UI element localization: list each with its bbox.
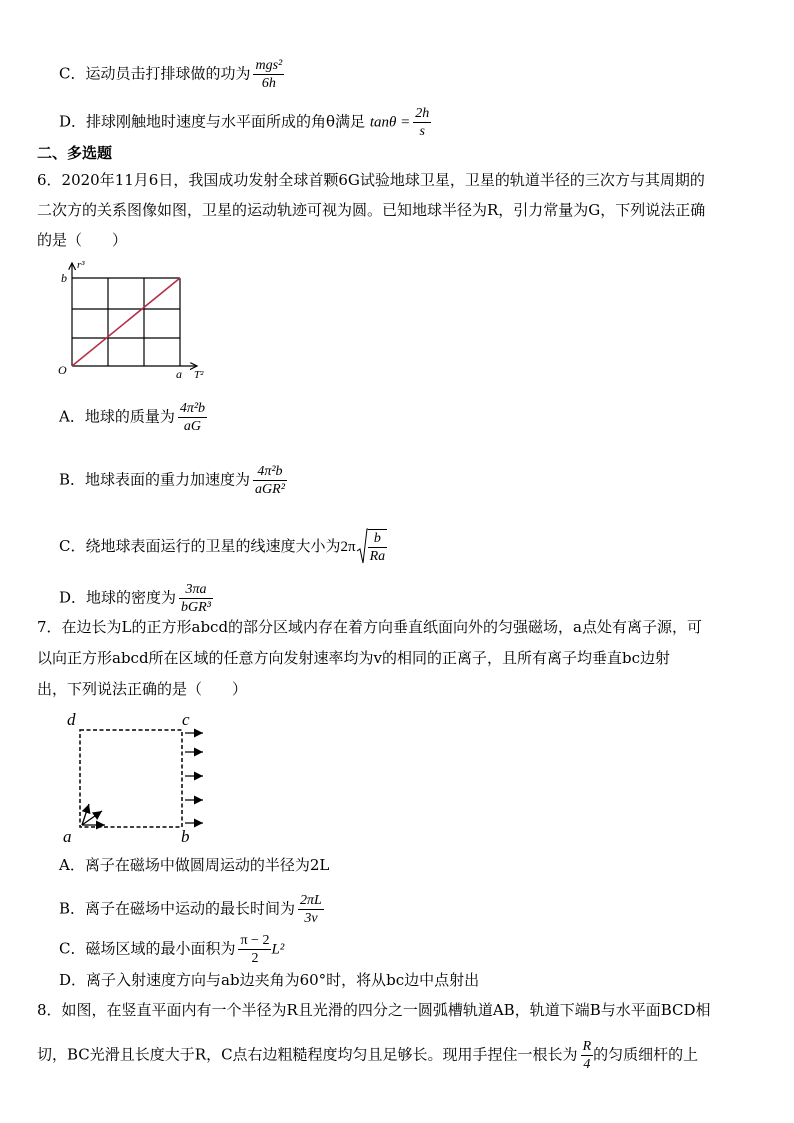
q6-option-c: C．绕地球表面运行的卫星的线速度大小为2π $\frac{b}{Ra}$ bbox=[59, 527, 387, 567]
q5-option-c-text: C．运动员击打排球做的功为 bbox=[59, 64, 251, 83]
q6-line-2: 二次方的关系图像如图，卫星的运动轨迹可视为圆。已知地球半径为R，引力常量为G，下列说法正确 bbox=[37, 201, 706, 219]
q7-line-2: 以向正方形abcd所在区域的任意方向发射速率均为v的相同的正离子，且所有离子均垂直bc边射 bbox=[37, 649, 671, 667]
q5-option-c bbox=[59, 57, 284, 92]
q7-option-c-fraction: $\frac{\pi - 2}{2}$ bbox=[240, 933, 270, 966]
q8-fraction: $\frac{R}{4}$ bbox=[582, 1039, 592, 1072]
q7-line-1: 7．在边长为L的正方形abcd的部分区域内存在着方向垂直纸面向外的匀强磁场，a点处有离子源，可 bbox=[37, 618, 702, 636]
q7-exit-arrows bbox=[185, 733, 203, 823]
q8-line-1: 8．如图，在竖直平面内有一个半径为R且光滑的四分之一圆弧槽轨道AB，轨道下端B与水平面BCD相 bbox=[37, 1001, 711, 1019]
q7-label-a: a bbox=[63, 827, 72, 845]
q6-option-a: A．地球的质量为 $\frac{\text{4π²b}}{aG}$ bbox=[59, 401, 206, 434]
q7-source-arrows bbox=[82, 804, 105, 825]
q6-y-axis-label: r³ bbox=[77, 259, 85, 271]
section-title: 二、多选题 bbox=[37, 144, 113, 162]
q6-option-c-sqrt: $\frac{b}{Ra}$ bbox=[356, 527, 388, 567]
q7-line-3: 出，下列说法正确的是（ ） bbox=[37, 680, 248, 698]
q6-origin-label: O bbox=[58, 363, 67, 377]
q6-y-mark: b bbox=[61, 271, 67, 285]
q6-x-mark: a bbox=[176, 367, 182, 380]
q7-option-a: A．离子在磁场中做圆周运动的半径为2L bbox=[59, 856, 330, 874]
q6-x-axis-label: T² bbox=[194, 369, 204, 380]
q7-label-c: c bbox=[182, 710, 190, 729]
q6-option-a-fraction: $\frac{\text{4π²b}}{aG}$ bbox=[179, 401, 206, 434]
q7-figure bbox=[55, 705, 225, 845]
q6-graph bbox=[55, 255, 220, 380]
q7-square bbox=[80, 730, 182, 827]
q5-option-d-expr: tanθ = bbox=[369, 114, 411, 131]
q7-option-b-fraction: $\frac{2\pi L}{3v}$ bbox=[300, 893, 322, 926]
q5-option-d-fraction: $\frac{2h}{s}$ bbox=[415, 106, 430, 139]
q6-line-1: 6．2020年11月6日，我国成功发射全球首颗6G试验地球卫星，卫星的轨道半径的三次方与其周期的 bbox=[37, 171, 705, 189]
q7-label-d: d bbox=[67, 710, 76, 729]
q6-option-d: D．地球的密度为 $\frac{3\pi a}{\text{bGR³}}$ bbox=[59, 582, 211, 615]
q6-option-d-fraction: $\frac{3\pi a}{\text{bGR³}}$ bbox=[181, 582, 211, 615]
q7-option-d: D．离子入射速度方向与ab边夹角为60°时，将从bc边中点射出 bbox=[59, 971, 480, 989]
q5-option-d bbox=[59, 105, 431, 140]
q5-option-c-fraction: $\frac{\text{mgs²}}{6h}$ bbox=[255, 58, 283, 91]
q5-option-d-text: D．排球刚触地时速度与水平面所成的角θ满足 bbox=[59, 112, 366, 131]
q6-option-b: B．地球表面的重力加速度为 $\frac{\text{4π²b}}{\text{aGR²}}$ bbox=[59, 464, 285, 497]
q6-option-b-fraction: $\frac{\text{4π²b}}{\text{aGR²}}$ bbox=[255, 464, 285, 497]
q6-line-3: 的是（ ） bbox=[37, 231, 128, 249]
q7-label-b: b bbox=[181, 827, 190, 845]
q6-data-line bbox=[72, 278, 180, 366]
q7-option-b: B．离子在磁场中运动的最长时间为 $\frac{2\pi L}{3v}$ bbox=[59, 893, 322, 926]
q7-option-c: C．磁场区域的最小面积为 $\frac{\pi - 2}{2}$ L² bbox=[59, 933, 285, 966]
q8-line-2: 切，BC光滑且长度大于R，C点右边粗糙程度均匀且足够长。现用手捏住一根长为 $\frac{R}{4}$ 的匀质细杆的上 bbox=[37, 1039, 699, 1072]
